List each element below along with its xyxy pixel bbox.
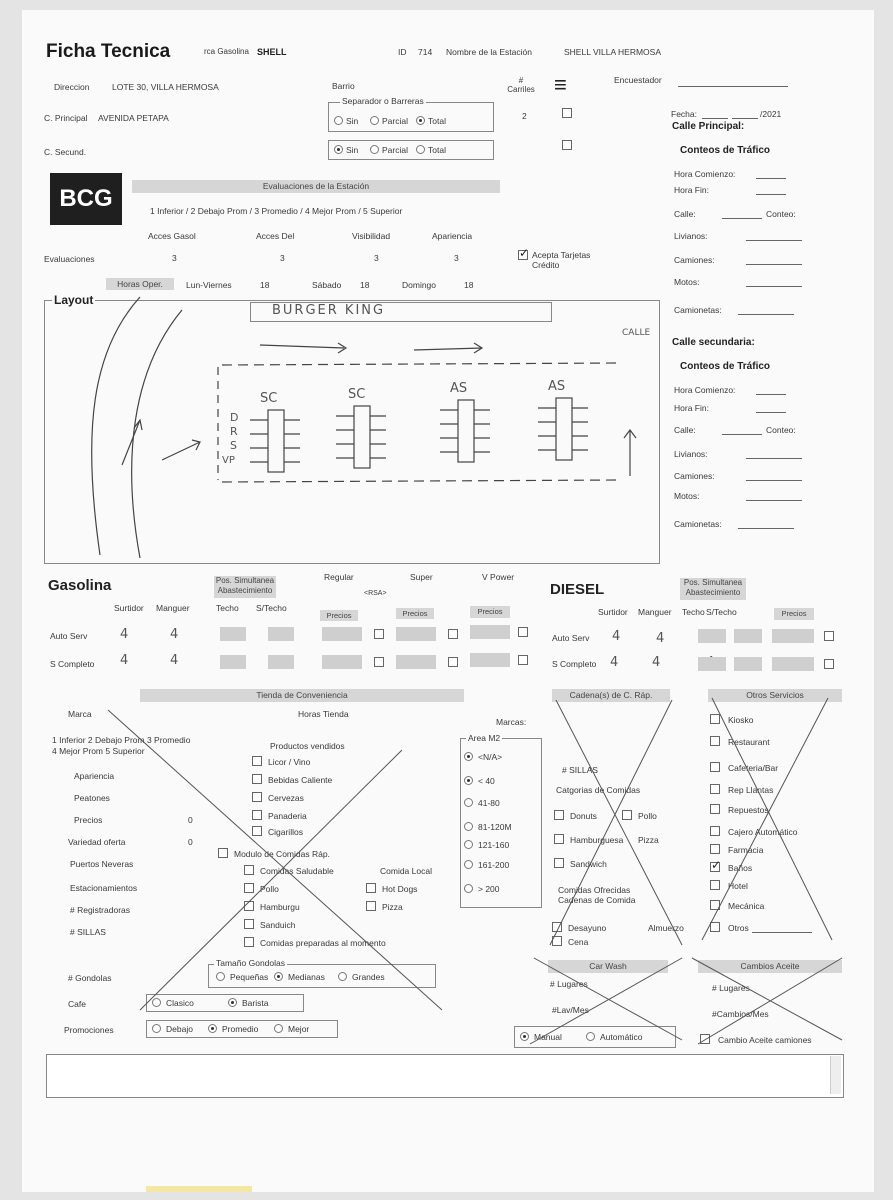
- survey-form-page: [22, 10, 874, 1192]
- pollo-label: Pollo: [260, 884, 279, 894]
- tienda-marca: Marca: [68, 709, 92, 719]
- horas-oper-label: Horas Oper.: [106, 278, 174, 290]
- d-row1-manguer: 4: [656, 631, 665, 646]
- regular-label: Regular: [324, 572, 354, 582]
- aceite-lugares: # Lugares: [712, 983, 750, 993]
- g-col-manguer: Manguer: [156, 603, 190, 613]
- cajero-label: Cajero Automático: [728, 827, 798, 837]
- attr-sillas: # SILLAS: [70, 927, 106, 937]
- s-calle: Calle:: [674, 425, 696, 435]
- horas-sab-label: Sábado: [312, 280, 342, 290]
- hamburgu-label: Hamburgu: [260, 902, 300, 912]
- ofrecidas-2: Cadenas de Comida: [558, 895, 636, 905]
- attr-precios: Precios: [74, 815, 103, 825]
- d-row2-surtidor: 4: [610, 655, 619, 670]
- attr-variedad-value: 0: [188, 837, 193, 847]
- direccion-label: Direccion: [54, 82, 90, 92]
- horas-sab-value: 18: [360, 280, 370, 290]
- horas-lv-label: Lun-Viernes: [186, 280, 232, 290]
- evaluaciones-scale: 1 Inferior / 2 Debajo Prom / 3 Promedio / 4 Mejor Prom / 5 Superior: [150, 206, 403, 216]
- diesel-pos-sim: Pos. Simultanea Abastecimiento: [680, 578, 746, 600]
- p-livianos: Livianos:: [674, 231, 708, 241]
- brand-value: SHELL: [257, 47, 287, 57]
- pizza-label: Pizza: [382, 902, 403, 912]
- direccion-value: LOTE 30, VILLA HERMOSA: [112, 82, 219, 92]
- area-120-label: 81-120M: [478, 822, 512, 832]
- station-name-value: SHELL VILLA HERMOSA: [564, 47, 662, 57]
- panaderia-label: Panaderia: [268, 811, 307, 821]
- g-row2-surtidor: 4: [120, 653, 129, 668]
- sandwich-label: Sandwich: [570, 859, 607, 869]
- d-col-stecho: S/Techo: [706, 607, 737, 617]
- s-camionetas: Camionetas:: [674, 519, 722, 529]
- area-200plus-label: > 200: [478, 884, 500, 894]
- pump-letter-vp: VP: [222, 455, 235, 466]
- attr-peatones: Peatones: [74, 793, 110, 803]
- eval-value-acces-gasol: 3: [172, 253, 177, 263]
- modulo-label: Modulo de Comidas Ráp.: [234, 849, 330, 859]
- cafe-clasico-label: Clasico: [166, 998, 194, 1008]
- conteos-principal-header: Conteos de Tráfico: [680, 145, 771, 156]
- tienda-horas: Horas Tienda: [298, 709, 349, 719]
- s-hora-fin: Hora Fin:: [674, 403, 709, 413]
- tienda-scale-1: 1 Inferior 2 Debajo Prom 3 Promedio: [52, 735, 191, 745]
- cervezas-label: Cervezas: [268, 793, 304, 803]
- barrio-label: Barrio: [332, 81, 355, 91]
- desayuno-label: Desayuno: [568, 923, 607, 933]
- pump-letter-s: S: [230, 439, 237, 452]
- conteos-secundaria-header: Conteos de Tráfico: [680, 361, 771, 372]
- p-hora-comienzo: Hora Comienzo:: [674, 169, 736, 179]
- attr-neveras: Puertos Neveras: [70, 859, 134, 869]
- comments-textarea[interactable]: [46, 1054, 844, 1098]
- llantas-label: Rep Llantas: [728, 785, 774, 795]
- otros-header: Otros Servicios: [708, 689, 842, 702]
- gasolina-pos-sim: Pos. Simultanea Abastecimiento: [214, 576, 276, 598]
- aceite-mes: #Cambios/Mes: [712, 1009, 769, 1019]
- eval-value-visibilidad: 3: [374, 253, 379, 263]
- restaurant-label: Restaurant: [728, 737, 770, 747]
- calle-principal-header: Calle Principal:: [672, 121, 745, 132]
- sep1-parcial-label: Parcial: [382, 116, 408, 126]
- cafe-label: Cafe: [68, 999, 86, 1009]
- sep1-sin-label: Sin: [346, 116, 359, 126]
- attr-precios-value: 0: [188, 815, 193, 825]
- cad-pollo-label: Pollo: [638, 811, 657, 821]
- bebidas-label: Bebidas Caliente: [268, 775, 333, 785]
- attr-estacionamientos: Estacionamientos: [70, 883, 138, 893]
- preparadas-label: Comidas preparadas al momento: [260, 938, 386, 948]
- diesel-title: DIESEL: [550, 581, 605, 598]
- farmacia-label: Farmacia: [728, 845, 764, 855]
- eval-col-acces-gasol: Acces Gasol: [148, 231, 196, 241]
- secundaria-label: C. Secund.: [44, 147, 87, 157]
- productos-label: Productos vendidos: [270, 741, 345, 751]
- encuestador-label: Encuestador: [614, 75, 662, 85]
- repuestos-label: Repuestos: [728, 805, 769, 815]
- cadena-header: Cadena(s) de C. Ráp.: [552, 689, 670, 702]
- g-col-techo: Techo: [216, 603, 239, 613]
- brand-label: rca Gasolina: [204, 47, 249, 56]
- pump-letter-r: R: [230, 425, 238, 438]
- g-precios-super: Precios: [396, 608, 434, 619]
- eval-col-apariencia: Apariencia: [432, 231, 473, 241]
- g-row2-manguer: 4: [170, 653, 179, 668]
- g-row1-surtidor: 4: [120, 627, 129, 642]
- cadena-sillas: # SILLAS: [562, 765, 598, 775]
- fecha-label: Fecha:: [671, 109, 697, 119]
- attr-registradoras: # Registradoras: [70, 905, 131, 915]
- s-livianos: Livianos:: [674, 449, 708, 459]
- eval-col-acces-del: Acces Del: [256, 231, 295, 241]
- tamano-label: Tamaño Gondolas: [216, 958, 285, 968]
- almuerzo-label: Almuerzo: [648, 923, 684, 933]
- kiosko-label: Kiosko: [728, 715, 754, 725]
- calle-text: CALLE: [622, 328, 651, 338]
- g-row1-label: Auto Serv: [50, 631, 88, 641]
- sanduich-label: Sanduich: [260, 920, 296, 930]
- station-name-label: Nombre de la Estación: [446, 47, 532, 57]
- super-label: Super: [410, 572, 433, 582]
- carwash-manual-label: Manual: [534, 1032, 562, 1042]
- rsa-label: <RSA>: [364, 590, 387, 597]
- calle-secundaria-header: Calle secundaria:: [672, 337, 755, 348]
- burger-king-text: BURGER KING: [272, 303, 386, 318]
- promo-mejor-label: Mejor: [288, 1024, 310, 1034]
- comida-local-label: Comida Local: [380, 866, 432, 876]
- tarjetas-label: Acepta Tarjetas Crédito: [532, 250, 591, 270]
- p-conteo: Conteo:: [766, 209, 796, 219]
- d-col-surtidor: Surtidor: [598, 607, 628, 617]
- mecanica-label: Mecánica: [728, 901, 765, 911]
- traffic-light-icon: ≡: [554, 72, 567, 97]
- horas-dom-value: 18: [464, 280, 474, 290]
- horas-dom-label: Domingo: [402, 280, 437, 290]
- sep1-total-label: Total: [428, 116, 446, 126]
- vpower-label: V Power: [482, 572, 515, 582]
- d-row2-label: S Completo: [552, 659, 597, 669]
- marcas-label: Marcas:: [496, 717, 527, 727]
- d-col-manguer: Manguer: [638, 607, 672, 617]
- carriles-value: 2: [522, 111, 527, 121]
- s-motos: Motos:: [674, 491, 700, 501]
- comments-scrollbar[interactable]: [830, 1056, 841, 1094]
- s-camiones: Camiones:: [674, 471, 715, 481]
- horas-lv-value: 18: [260, 280, 270, 290]
- principal-value: AVENIDA PETAPA: [98, 113, 169, 123]
- eval-col-visibilidad: Visibilidad: [352, 231, 391, 241]
- cena-label: Cena: [568, 937, 589, 947]
- evaluaciones-label: Evaluaciones: [44, 254, 95, 264]
- cafeteria-label: Cafeteria/Bar: [728, 763, 779, 773]
- promo-label: Promociones: [64, 1025, 114, 1035]
- attr-variedad: Variedad oferta: [68, 837, 126, 847]
- carwash-lugares: # Lugares: [550, 979, 588, 989]
- p-motos: Motos:: [674, 277, 700, 287]
- eval-value-acces-del: 3: [280, 253, 285, 263]
- id-value: 714: [418, 47, 433, 57]
- pump-letter-d: D: [230, 411, 239, 424]
- carriles-label: # Carriles: [507, 76, 535, 94]
- d-row1-surtidor: 4: [612, 629, 621, 644]
- form-title: Ficha Tecnica: [46, 41, 171, 62]
- gondolas-label: # Gondolas: [68, 973, 112, 983]
- g-col-stecho: S/Techo: [256, 603, 287, 613]
- cross-out-marks: [22, 10, 874, 1192]
- d-precios: Precios: [774, 608, 814, 620]
- gasolina-title: Gasolina: [48, 577, 112, 594]
- p-camionetas: Camionetas:: [674, 305, 722, 315]
- yellow-sticky-note: [146, 1186, 252, 1192]
- donuts-label: Donuts: [570, 811, 597, 821]
- area-80-label: 41-80: [478, 798, 500, 808]
- pump-3-type: AS: [450, 381, 468, 396]
- sep2-total-label: Total: [428, 145, 446, 155]
- cadena-categorias: Catgorias de Comidas: [556, 785, 641, 795]
- tienda-header: Tienda de Conveniencia: [140, 689, 464, 702]
- g-row1-manguer: 4: [170, 627, 179, 642]
- banos-label: Baños: [728, 863, 753, 873]
- g-row2-label: S Completo: [50, 659, 95, 669]
- s-hora-comienzo: Hora Comienzo:: [674, 385, 736, 395]
- bcg-logo: BCG: [50, 173, 122, 225]
- gond-gra-label: Grandes: [352, 972, 385, 982]
- sep2-sin-label: Sin: [346, 145, 359, 155]
- cafe-barista-label: Barista: [242, 998, 269, 1008]
- saludable-label: Comidas Saludable: [260, 866, 334, 876]
- id-label: ID: [398, 47, 407, 57]
- d-col-techo: Techo: [682, 607, 705, 617]
- hotdogs-label: Hot Dogs: [382, 884, 418, 894]
- gond-med-label: Medianas: [288, 972, 325, 982]
- area-40-label: < 40: [478, 776, 495, 786]
- cad-pizza-label: Pizza: [638, 835, 659, 845]
- area-160-label: 121-160: [478, 840, 510, 850]
- p-hora-fin: Hora Fin:: [674, 185, 709, 195]
- cigarillos-label: Cigarillos: [268, 827, 303, 837]
- carwash-header: Car Wash: [548, 960, 668, 973]
- otros-label: Otros: [728, 923, 749, 933]
- carwash-auto-label: Automático: [600, 1032, 643, 1042]
- eval-value-apariencia: 3: [454, 253, 459, 263]
- p-calle: Calle:: [674, 209, 696, 219]
- licor-label: Licor / Vino: [268, 757, 311, 767]
- g-col-surtidor: Surtidor: [114, 603, 144, 613]
- area-label: Area M2: [468, 733, 501, 743]
- hotel-label: Hotel: [728, 881, 748, 891]
- sep2-parcial-label: Parcial: [382, 145, 408, 155]
- gond-peq-label: Pequeñas: [230, 972, 269, 982]
- hamburguesa-label: Hamburguesa: [570, 835, 624, 845]
- fecha-year: /2021: [760, 109, 782, 119]
- attr-apariencia: Apariencia: [74, 771, 115, 781]
- tienda-scale-2: 4 Mejor Prom 5 Superior: [52, 746, 145, 756]
- layout-label: Layout: [54, 293, 94, 307]
- pump-1-type: SC: [260, 391, 278, 406]
- aceite-header: Cambios Aceite: [698, 960, 842, 973]
- pump-2-type: SC: [348, 387, 366, 402]
- principal-label: C. Principal: [44, 113, 88, 123]
- d-row2-manguer: 4: [652, 655, 661, 670]
- ofrecidas-1: Comidas Ofrecidas: [558, 885, 631, 895]
- area-na-label: <N/A>: [478, 752, 503, 762]
- promo-debajo-label: Debajo: [166, 1024, 193, 1034]
- d-row1-label: Auto Serv: [552, 633, 590, 643]
- area-200-label: 161-200: [478, 860, 510, 870]
- separador-label: Separador o Barreras: [342, 96, 424, 106]
- carwash-mes: #Lav/Mes: [552, 1005, 589, 1015]
- p-camiones: Camiones:: [674, 255, 715, 265]
- promo-promedio-label: Promedio: [222, 1024, 259, 1034]
- s-conteo: Conteo:: [766, 425, 796, 435]
- g-precios-regular: Precios: [320, 610, 358, 621]
- aceite-camiones-label: Cambio Aceite camiones: [718, 1035, 812, 1045]
- evaluaciones-header: Evaluaciones de la Estación: [132, 180, 500, 193]
- g-precios-vpower: Precios: [470, 606, 510, 618]
- pump-4-type: AS: [548, 379, 566, 394]
